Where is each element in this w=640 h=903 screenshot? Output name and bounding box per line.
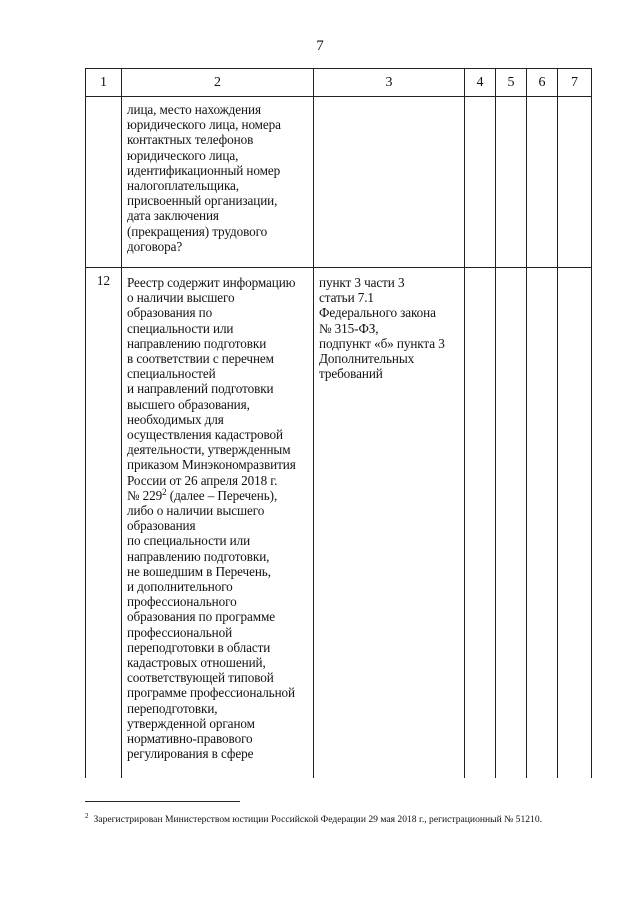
note-cell [558,97,592,268]
column-header-4: 4 [465,69,496,97]
question-cell [122,97,314,268]
legal-basis-cell [314,268,465,779]
column-header-7: 7 [558,69,592,97]
requirements-table [85,68,592,778]
row-number-cell [86,97,122,268]
question-text: Реестр содержит информацию о наличии высшего образования по специальности или направлению подготовки в соответствии с перечнем специальностей и направлений подготовки высшего образования, необходимых для осуществления кадастровой деятельности, утвержденным приказом Минэкономразвития России от 26 апреля 2018 г. № $229^2$ (далее – Перечень), либо о наличии высшего образования по специальности или направлению подготовки, не вошедшим в Перечень, и дополнительного профессионального образования по программе профессиональной переподготовки в области кадастровых отношений, соответствующей типовой программе профессиональной переподготовки, утвержденной органом нормативно-правового регулирования в сфере [127,275,296,762]
question-cell [122,268,314,779]
page-number: 7 [316,38,324,54]
footnote-marker: 2 [85,812,89,820]
row-number: 12 [96,273,111,288]
column-header-3: 3 [314,69,465,97]
note-cell [558,268,592,779]
column-header-1: 1 [86,69,122,97]
table-row-12 [86,268,592,779]
answer-na-cell [527,268,558,779]
answer-no-cell [496,97,527,268]
row-number-cell [86,268,122,779]
answer-yes-cell [465,97,496,268]
legal-basis-text: пункт 3 части 3 статьи 7.1 Федерального закона № 315-ФЗ, подпункт «б» пункта 3 Дополнительных требований [319,275,445,382]
answer-na-cell [527,97,558,268]
table-header-row [86,69,592,97]
table-row-continued [86,97,592,268]
question-text: лица, место нахождения юридического лица, номера контактных телефонов юридического лица, идентификационный номер налогоплательщика, присвоенный организации, дата заключения (прекращения) трудового договора? [127,102,281,254]
footnote-reference: 2 [162,486,167,497]
answer-no-cell [496,268,527,779]
answer-yes-cell [465,268,496,779]
legal-basis-cell [314,97,465,268]
column-header-2: 2 [122,69,314,97]
column-header-5: 5 [496,69,527,97]
column-header-6: 6 [527,69,558,97]
footnote [85,812,615,825]
footnote-text: Зарегистрирован Министерством юстиции Российской Федерации 29 мая 2018 г., регистрационный № 51210. [93,814,543,825]
footnote-divider [85,801,240,802]
